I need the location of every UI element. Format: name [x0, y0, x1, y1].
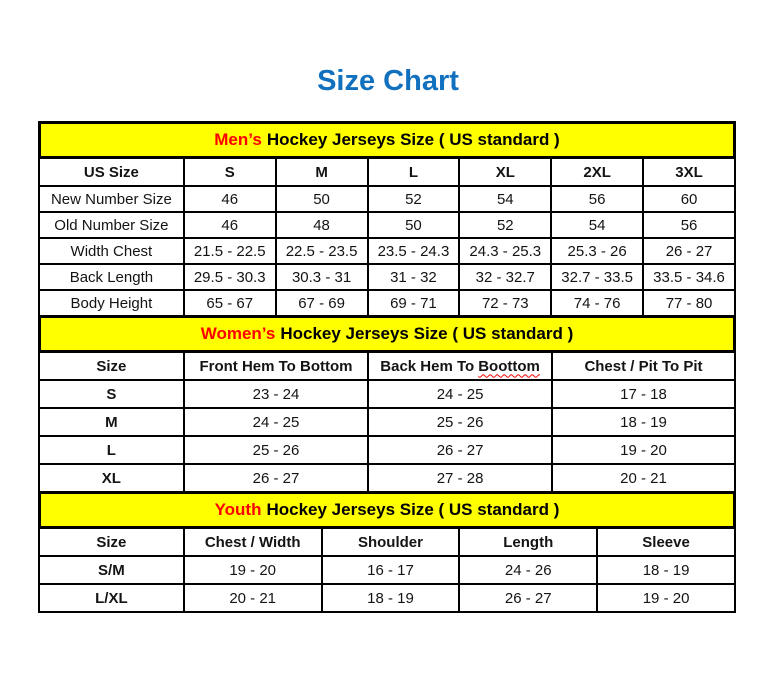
table-cell: 33.5 - 34.6	[643, 264, 735, 290]
row-label-cell: Back Length	[39, 264, 184, 290]
table-cell: 54	[551, 212, 643, 238]
column-header-cell: Length	[459, 528, 597, 556]
row-label-cell: S	[39, 380, 184, 408]
table-cell: 29.5 - 30.3	[184, 264, 276, 290]
table-cell: 31 - 32	[368, 264, 460, 290]
table-row	[39, 238, 735, 264]
page-title: Size Chart	[317, 65, 459, 97]
table-cell: 46	[184, 186, 276, 212]
size-chart	[38, 121, 736, 613]
column-header-cell: Chest / Pit To Pit	[552, 352, 735, 380]
table-cell: 67 - 69	[276, 290, 368, 316]
womens-section-header	[38, 315, 736, 353]
table-cell: 18 - 19	[552, 408, 735, 436]
table-cell: 22.5 - 23.5	[276, 238, 368, 264]
section-highlight: Women’s	[200, 324, 276, 343]
column-header-cell: S	[184, 158, 276, 186]
table-cell: 56	[643, 212, 735, 238]
table-cell: 26 - 27	[368, 436, 552, 464]
table-cell: 19 - 20	[184, 556, 322, 584]
table-cell: 26 - 27	[459, 584, 597, 612]
youth-section-header	[38, 491, 736, 529]
column-header-cell: 2XL	[551, 158, 643, 186]
table-cell: 24 - 25	[368, 380, 552, 408]
section-highlight: Youth	[214, 500, 262, 519]
table-cell: 65 - 67	[184, 290, 276, 316]
table-row	[39, 186, 735, 212]
row-label-cell: Width Chest	[39, 238, 184, 264]
row-label-cell: XL	[39, 464, 184, 492]
table-cell: 72 - 73	[459, 290, 551, 316]
table-cell: 21.5 - 22.5	[184, 238, 276, 264]
table-cell: 46	[184, 212, 276, 238]
column-header-cell: Size	[39, 528, 184, 556]
section-title-text: Hockey Jerseys Size ( US standard )	[266, 130, 560, 149]
table-cell: 69 - 71	[368, 290, 460, 316]
table-cell: 30.3 - 31	[276, 264, 368, 290]
header-row	[39, 352, 735, 380]
column-header-cell-back-hem	[368, 352, 552, 380]
row-label-cell: L	[39, 436, 184, 464]
table-row	[39, 264, 735, 290]
table-cell: 24.3 - 25.3	[459, 238, 551, 264]
table-cell: 50	[276, 186, 368, 212]
row-label-cell: New Number Size	[39, 186, 184, 212]
table-cell: 23.5 - 24.3	[368, 238, 460, 264]
table-cell: 60	[643, 186, 735, 212]
column-header-cell: 3XL	[643, 158, 735, 186]
table-cell: 74 - 76	[551, 290, 643, 316]
mens-section-header	[38, 121, 736, 159]
column-header-cell: Chest / Width	[184, 528, 322, 556]
table-cell: 24 - 26	[459, 556, 597, 584]
column-header-cell: Size	[39, 352, 184, 380]
section-title-text: Hockey Jerseys Size ( US standard )	[280, 324, 574, 343]
table-row	[39, 290, 735, 316]
table-cell: 26 - 27	[643, 238, 735, 264]
column-header-cell: XL	[459, 158, 551, 186]
mens-size-table	[38, 157, 736, 317]
table-cell: 23 - 24	[184, 380, 368, 408]
column-header-text: Back Hem To	[380, 357, 475, 375]
table-row	[39, 464, 735, 492]
section-highlight: Men’s	[214, 130, 262, 149]
youth-size-table	[38, 527, 736, 613]
table-cell: 56	[551, 186, 643, 212]
table-cell: 25.3 - 26	[551, 238, 643, 264]
header-row	[39, 528, 735, 556]
table-cell: 77 - 80	[643, 290, 735, 316]
row-label-cell: S/M	[39, 556, 184, 584]
table-cell: 50	[368, 212, 460, 238]
table-cell: 19 - 20	[597, 584, 735, 612]
table-cell: 19 - 20	[552, 436, 735, 464]
table-cell: 32.7 - 33.5	[551, 264, 643, 290]
table-cell: 54	[459, 186, 551, 212]
table-row	[39, 436, 735, 464]
table-cell: 20 - 21	[184, 584, 322, 612]
table-row	[39, 408, 735, 436]
row-label-cell: Body Height	[39, 290, 184, 316]
table-cell: 25 - 26	[184, 436, 368, 464]
column-header-cell: L	[368, 158, 460, 186]
table-cell: 20 - 21	[552, 464, 735, 492]
table-cell: 18 - 19	[597, 556, 735, 584]
table-row	[39, 380, 735, 408]
table-cell: 32 - 32.7	[459, 264, 551, 290]
row-label-cell: L/XL	[39, 584, 184, 612]
table-cell: 18 - 19	[322, 584, 460, 612]
table-cell: 27 - 28	[368, 464, 552, 492]
column-header-cell: Shoulder	[322, 528, 460, 556]
table-cell: 16 - 17	[322, 556, 460, 584]
table-cell: 17 - 18	[552, 380, 735, 408]
table-cell: 24 - 25	[184, 408, 368, 436]
table-cell: 25 - 26	[368, 408, 552, 436]
misspelled-word: Boottom	[478, 357, 540, 375]
table-cell: 52	[459, 212, 551, 238]
section-title-text: Hockey Jerseys Size ( US standard )	[266, 500, 560, 519]
table-row	[39, 584, 735, 612]
table-cell: 26 - 27	[184, 464, 368, 492]
table-cell: 48	[276, 212, 368, 238]
row-label-cell: M	[39, 408, 184, 436]
womens-size-table	[38, 351, 736, 493]
table-row	[39, 556, 735, 584]
table-row	[39, 212, 735, 238]
row-label-cell: Old Number Size	[39, 212, 184, 238]
header-row	[39, 158, 735, 186]
column-header-cell: Sleeve	[597, 528, 735, 556]
column-header-cell: M	[276, 158, 368, 186]
column-header-cell: US Size	[39, 158, 184, 186]
column-header-cell: Front Hem To Bottom	[184, 352, 368, 380]
table-cell: 52	[368, 186, 460, 212]
